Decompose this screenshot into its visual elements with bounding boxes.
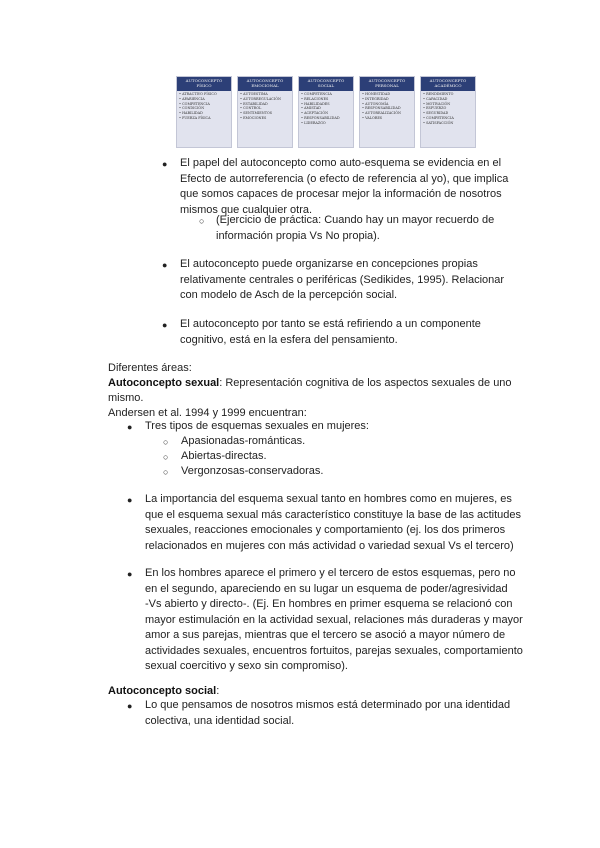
paragraph-line: relativamente centrales o periféricas (Sedikides, 1995). Relacionar <box>180 273 505 286</box>
paragraph-line: información propia Vs No propia). <box>216 229 380 242</box>
area-card-line: • AUTOESTIMA <box>240 92 268 96</box>
area-card-line: • SENTIMIENTOS <box>240 111 273 116</box>
area-card-line: • MOTIVACIÓN <box>423 101 451 106</box>
list-item: Apasionadas-románticas. <box>181 435 306 447</box>
heading-colon: : <box>216 685 220 697</box>
area-card-line: • LIDERAZGO <box>301 120 326 125</box>
area-card-line: • AUTOREALIZACIÓN <box>362 111 401 116</box>
area-card-line: • AUTORREGULACIÓN <box>240 96 281 101</box>
area-card-body <box>360 91 414 122</box>
area-card-line: • FUERZA FÍSICA <box>179 115 211 120</box>
paragraph-line: con modelo de Asch de la percepción social. <box>180 289 398 301</box>
paragraph-line: que el esquema sexual más característico constituye la base de las actitudes <box>145 508 522 521</box>
paragraph-line: mayor estimulación en la actividad sexual, relaciones más duraderas y mayor <box>145 613 523 626</box>
list-item: Vergonzosas-conservadoras. <box>181 465 324 477</box>
paragraph-line: actividades sexuales, encuentros fortuitos, parejas sexuales, comportamiento <box>145 644 523 657</box>
paragraph-line: Andersen et al. 1994 y 1999 encuentran: <box>108 407 307 419</box>
area-card <box>176 76 232 148</box>
paragraph-line: El autoconcepto puede organizarse en concepciones propias <box>180 258 478 270</box>
paragraph-line: El papel del autoconcepto como auto-esquema se evidencia en el <box>180 157 502 169</box>
area-card-line: • HABILIDADES <box>301 101 330 106</box>
section-label: Diferentes áreas: <box>108 362 192 374</box>
area-card-line: • ESTABILIDAD <box>240 101 268 106</box>
sexual-heading: Autoconcepto sexual <box>108 377 220 389</box>
area-card-line: • ATRACTIVO FÍSICO <box>179 92 217 96</box>
circle-bullet-icon: ○ <box>163 437 169 447</box>
list-item: Abiertas-directas. <box>181 450 267 462</box>
paragraph-line: Tres tipos de esquemas sexuales en mujeres: <box>145 420 369 432</box>
circle-bullet-icon: ○ <box>163 452 169 462</box>
sexual-definition-text: : Representación cognitiva de los aspectos sexuales de uno <box>219 377 512 389</box>
paragraph-line: sexual coercitivo y sexo sin compromiso). <box>145 660 348 672</box>
area-card-line: • COMPETENCIA <box>423 115 454 120</box>
area-card <box>420 76 476 148</box>
area-card <box>359 76 415 148</box>
paragraph-line: Efecto de autorreferencia (o efecto de referencia al yo), que implica <box>180 172 509 185</box>
paragraph-line: mismos que cualquier otra. <box>180 203 313 216</box>
area-card-line: • COMPETENCIA <box>301 92 332 96</box>
area-card-body <box>421 91 475 127</box>
area-card-line: • RESPONSABILIDAD <box>362 106 401 111</box>
bullet-icon: ● <box>127 422 133 432</box>
area-card-line: • CONDICIÓN <box>179 106 205 111</box>
paragraph-line: (Ejercicio de práctica: Cuando hay un mayor recuerdo de <box>216 214 495 226</box>
area-card-title: AUTOCONCEPTO EMOCIONAL <box>238 77 292 91</box>
paragraph-line: colectiva, una identidad social. <box>145 714 295 727</box>
paragraph-line: Lo que pensamos de nosotros mismos está determinado por una identidad <box>145 699 511 711</box>
paragraph-line: amor a sus parejas, mientras que el tercero se asoció a mayor número de <box>145 629 506 641</box>
area-card-line: • EMOCIONES <box>240 115 267 120</box>
bullet-icon: ● <box>162 260 168 270</box>
paragraph-line: que somos capaces de procesar mejor la información de nosotros <box>180 188 502 200</box>
paragraph-line: cognitivo, está en la esfera del pensamiento. <box>180 333 398 346</box>
area-card-line: • INTEGRIDAD <box>362 96 389 101</box>
paragraph-line: mismo. <box>108 392 144 404</box>
bullet-icon: ● <box>162 159 168 169</box>
area-card-line: • COMPETENCIA <box>179 101 210 106</box>
paragraph-line: sexuales, reacciones emocionales y comportamiento (ej. los dos primeros <box>145 524 506 536</box>
area-card-line: • HONESTIDAD <box>362 92 391 96</box>
paragraph-line: En los hombres aparece el primero y el tercero de estos esquemas, pero no <box>145 567 516 579</box>
area-card-line: • CAPACIDAD <box>423 96 448 101</box>
area-card-line: • RELACIONES <box>301 96 329 101</box>
area-card-line: • SEGURIDAD <box>423 111 449 116</box>
paragraph-line: El autoconcepto por tanto se está refiriendo a un componente <box>180 318 481 330</box>
area-card <box>237 76 293 148</box>
paragraph-line: relacionados en mujeres con más actividad o variedad sexual Vs el tercero) <box>145 539 514 552</box>
area-card-title: AUTOCONCEPTO ACADÉMICO <box>421 77 475 91</box>
social-heading: Autoconcepto social <box>108 685 217 697</box>
area-card-body <box>299 91 353 127</box>
area-card-line: • CONTROL <box>240 106 262 111</box>
area-card-title: AUTOCONCEPTO SOCIAL <box>299 77 353 91</box>
area-card-line: • RESPONSABILIDAD <box>301 115 340 120</box>
bullet-icon: ● <box>162 320 168 330</box>
paragraph-line: -Vs abierto y directo-. (Ej. En hombres en primer esquema se relacionó con <box>145 598 513 610</box>
paragraph-line: en el segundo, apareciendo en su lugar un esquema de poder/agresividad <box>145 582 508 595</box>
bullet-icon: ● <box>127 569 133 579</box>
area-card-title: AUTOCONCEPTO FÍSICO <box>177 77 231 91</box>
circle-bullet-icon: ○ <box>163 467 169 477</box>
area-card-line: • ACEPTACIÓN <box>301 111 329 116</box>
area-card <box>298 76 354 148</box>
area-card-line: • AUTONOMÍA <box>362 101 389 106</box>
area-card-line: • ESFUERZO <box>423 106 447 111</box>
autoconcepto-areas-figure <box>176 76 476 150</box>
area-card-line: • VALORES <box>362 115 383 120</box>
area-card-body <box>238 91 292 122</box>
bullet-icon: ● <box>127 701 133 711</box>
paragraph-line: La importancia del esquema sexual tanto en hombres como en mujeres, es <box>145 493 512 505</box>
area-card-line: • SATISFACCIÓN <box>423 120 454 125</box>
area-card-body <box>177 91 231 122</box>
area-card-line: • APARIENCIA <box>179 96 205 101</box>
area-card-title: AUTOCONCEPTO PERSONAL <box>360 77 414 91</box>
area-card-line: • AMISTAD <box>301 106 321 111</box>
area-card-line: • HABILIDAD <box>179 111 203 116</box>
area-card-line: • RENDIMIENTO <box>423 92 454 96</box>
circle-bullet-icon: ○ <box>199 216 205 226</box>
bullet-icon: ● <box>127 495 133 505</box>
sexual-definition <box>108 376 512 392</box>
